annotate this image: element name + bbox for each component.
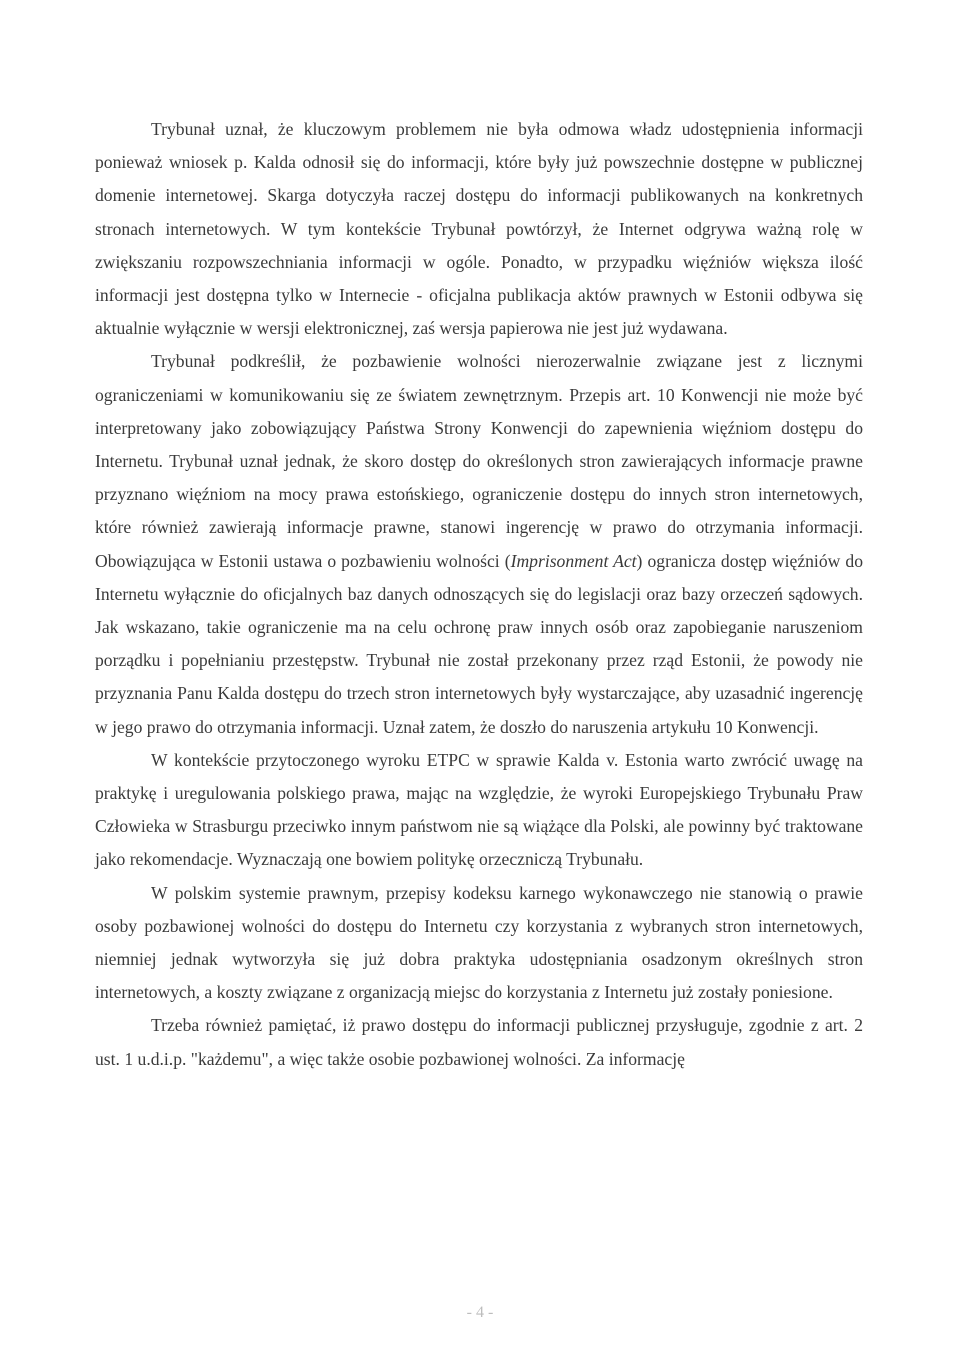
- page-number: - 4 -: [466, 1304, 494, 1321]
- paragraph-4: W polskim systemie prawnym, przepisy kodeksu karnego wykonawczego nie stanowią o prawie osoby pozbawionej wolności do dostępu do Internetu czy korzystania z wybranych stron internetowych, niemniej jednak wytworzyła się już dobra praktyka udostępniania osadzonym określnych stron internetowych, a koszty związane z organizacją miejsc do korzystania z Internetu już zostały poniesione.: [95, 882, 863, 1003]
- paragraph-2-text-before: Trybunał podkreślił, że pozbawienie wolności nierozerwalnie związane jest z licznymi ograniczeniami w komunikowaniu się ze światem zewnętrznym. Przepis art. 10 Konwencji nie może być interpretowany jako zobowiązujący Państwa Strony Konwencji do zapewnienia więźniom dostępu do Internetu. Trybunał uznał jednak, że skoro dostęp do określonych stron zawierających informacje prawne przyznano więźniom na mocy prawa estońskiego, ograniczenie dostępu do innych stron internetowych, które również zawierają informacje prawne, stanowi ingerencję w prawo do otrzymania informacji. Obowiązująca w Estonii ustawa o pozbawieniu wolności (: [95, 351, 863, 571]
- paragraph-2: [95, 345, 863, 743]
- paragraph-2-text-after: ) ogranicza dostęp więźniów do Internetu wyłącznie do oficjalnych baz danych odnoszących się do legislacji oraz bazy orzeczeń sądowych. Jak wskazano, takie ograniczenie ma na celu ochronę praw innych osób oraz zapobieganie naruszeniom porządku i popełnianiu przestępstw. Trybunał nie został przekonany przez rząd Estonii, że powody nie przyznania Panu Kalda dostępu do trzech stron internetowych były wystarczające, aby uzasadnić ingerencję w jego prawo do otrzymania informacji. Uznał zatem, że doszło do naruszenia artykułu 10 Konwencji.: [95, 550, 863, 737]
- document-body: [95, 113, 863, 1076]
- paragraph-1: Trybunał uznał, że kluczowym problemem nie była odmowa władz udostępnienia informacji ponieważ wniosek p. Kalda odnosił się do informacji, które były już powszechnie dostępne w publicznej domenie internetowej. Skarga dotyczyła raczej dostępu do informacji publikowanych na konkretnych stronach internetowych. W tym kontekście Trybunał powtórzył, że Internet odgrywa ważną rolę w zwiększaniu rozpowszechniania informacji w ogóle. Ponadto, w przypadku więźniów większa ilość informacji jest dostępna tylko w Internecie - oficjalna publikacja aktów prawnych w Estonii odbywa się aktualnie wyłącznie w wersji elektronicznej, zaś wersja papierowa nie jest już wydawana.: [95, 119, 863, 339]
- paragraph-5: Trzeba również pamiętać, iż prawo dostępu do informacji publicznej przysługuje, zgodnie z art. 2 ust. 1 u.d.i.p. "każdemu", a więc także osobie pozbawionej wolności. Za informację: [95, 1015, 863, 1069]
- paragraph-2-italic-term: Imprisonment Act: [510, 550, 637, 571]
- paragraph-3: W kontekście przytoczonego wyroku ETPC w sprawie Kalda v. Estonia warto zwrócić uwagę na praktykę i uregulowania polskiego prawa, mając na względzie, że wyroki Europejskiego Trybunału Praw Człowieka w Strasburgu przeciwko innym państwom nie są wiążące dla Polski, ale powinny być traktowane jako rekomendacje. Wyznaczają one bowiem politykę orzeczniczą Trybunału.: [95, 749, 863, 870]
